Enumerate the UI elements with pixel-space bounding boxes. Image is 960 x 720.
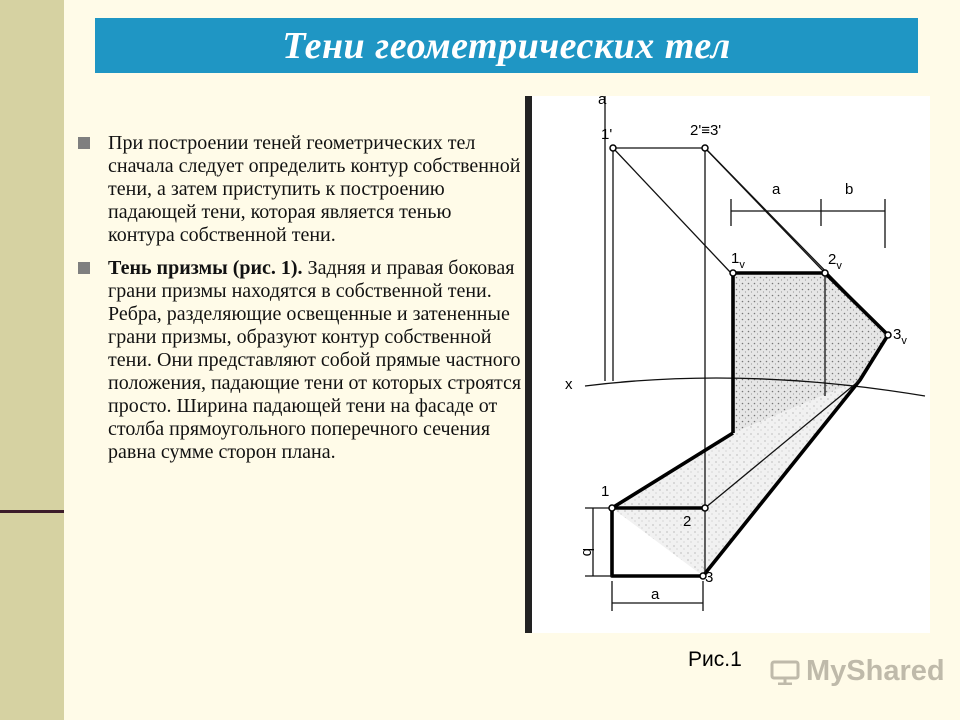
bullet-text-2: Задняя и правая боковая грани призмы находятся в собственной тени. Ребра, разделяющие освещенные и затененные грани призмы, образуют контур собственной тени. Они представляют собой прямые частного положения, падающие тени от которых строятся просто. Ширина падающей тени на фасаде от столба прямоугольного поперечного сечения равна сумме сторон плана.	[108, 257, 522, 463]
title-bar	[95, 18, 918, 73]
label-plan-3: 3	[705, 569, 714, 586]
bullet-item-2	[78, 257, 523, 464]
label-plan-a: a	[651, 586, 660, 603]
label-1v-num: 1	[731, 250, 740, 267]
label-2prime-3prime: 2'≡3'	[690, 122, 722, 139]
label-dim-a: a	[772, 181, 781, 198]
bullet-text-1: При построении теней геометрических тел сначала следует определить контур собственной тени, а затем приступить к построению падающей тени, которая является тенью контура собственной тени.	[108, 132, 521, 246]
label-2v-num: 2	[828, 251, 837, 268]
figure-drawing	[525, 96, 930, 633]
label-dim-b: b	[845, 181, 854, 198]
presentation-board-icon	[770, 659, 800, 685]
slide-title: Тени геометрических тел	[282, 24, 731, 67]
watermark-text: MyShared	[806, 655, 945, 687]
label-2v-sub: v	[836, 260, 842, 272]
label-3v	[893, 326, 907, 347]
figure-caption: Рис.1	[688, 648, 742, 671]
square-bullet-icon	[78, 137, 90, 149]
label-1v	[731, 250, 745, 271]
scan-edge	[525, 96, 532, 633]
label-x-axis: x	[565, 376, 573, 393]
label-a-top: a	[598, 96, 607, 108]
watermark	[770, 655, 945, 688]
label-1prime: 1'	[601, 126, 613, 143]
label-1v-sub: v	[739, 259, 745, 271]
prism-shadow-figure	[525, 96, 930, 633]
label-plan-2: 2	[683, 513, 692, 530]
label-3v-num: 3	[893, 326, 902, 343]
bullet-bold-2: Тень призмы (рис. 1).	[108, 257, 303, 279]
label-3v-sub: v	[901, 335, 907, 347]
square-bullet-icon	[78, 262, 90, 274]
left-decor-band	[0, 0, 64, 720]
left-decor-line	[0, 510, 64, 513]
label-plan-1: 1	[601, 483, 610, 500]
label-plan-b: b	[579, 548, 596, 557]
bullet-item-1	[78, 132, 523, 247]
bullet-list	[78, 132, 523, 474]
label-2v	[828, 251, 842, 272]
